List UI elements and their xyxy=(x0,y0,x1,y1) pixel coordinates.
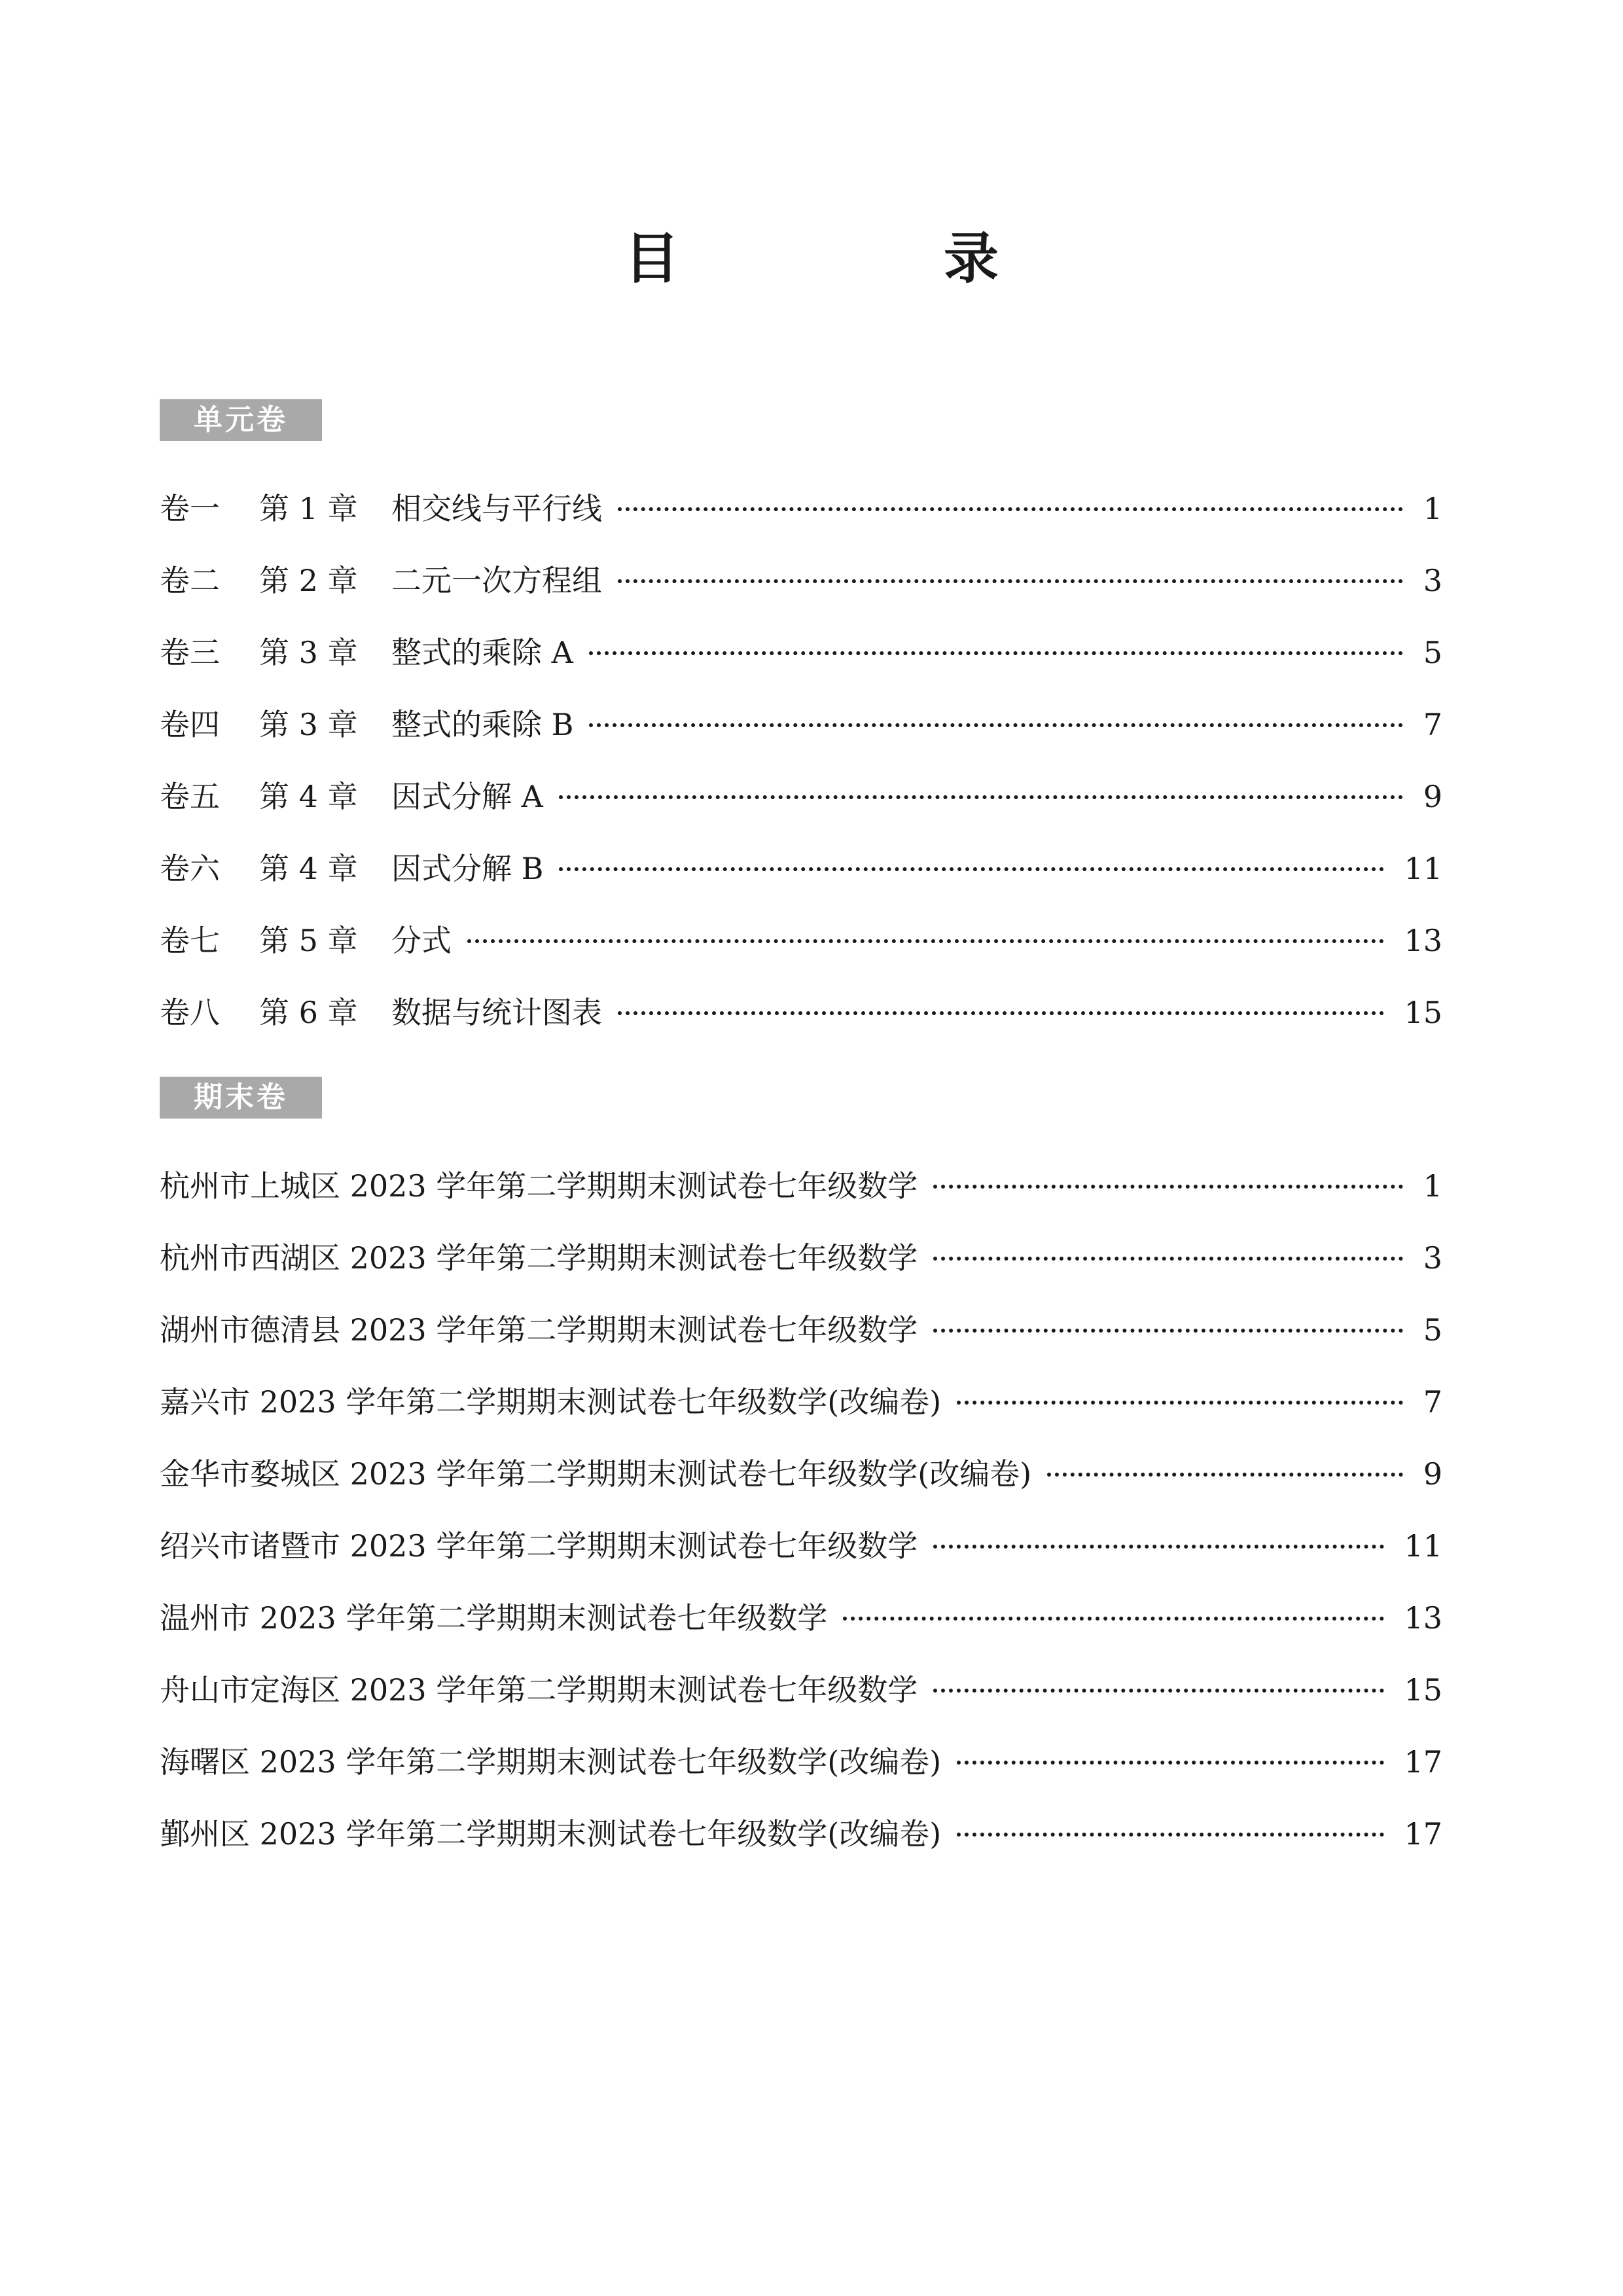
dot-leader xyxy=(933,1185,1403,1189)
page-number: 17 xyxy=(1404,1816,1442,1852)
volume-label: 卷二 xyxy=(160,563,220,598)
toc-entry[interactable] xyxy=(160,1654,1442,1726)
chapter-label: 第 2 章 xyxy=(259,563,358,598)
volume-label: 卷七 xyxy=(160,923,220,958)
entry-title: 嘉兴市 2023 学年第二学期期末测试卷七年级数学(改编卷) xyxy=(160,1384,942,1420)
page-number: 1 xyxy=(1423,491,1442,526)
entry-title: 整式的乘除 B xyxy=(391,707,574,742)
page-title: 目 录 xyxy=(624,226,1103,291)
toc-entry[interactable] xyxy=(160,761,1442,833)
entry-title: 相交线与平行线 xyxy=(391,491,602,526)
entry-title: 整式的乘除 A xyxy=(391,635,573,670)
toc-entry[interactable] xyxy=(160,1510,1442,1582)
final-toc-list xyxy=(160,1150,1442,1870)
toc-entry[interactable] xyxy=(160,1366,1442,1438)
chapter-label: 第 3 章 xyxy=(259,707,358,742)
toc-entry[interactable] xyxy=(160,1222,1442,1294)
dot-leader xyxy=(933,1689,1384,1693)
page-number: 3 xyxy=(1423,563,1442,598)
entry-title: 杭州市西湖区 2023 学年第二学期期末测试卷七年级数学 xyxy=(160,1240,918,1276)
toc-entry[interactable] xyxy=(160,1582,1442,1654)
toc-entry[interactable] xyxy=(160,1798,1442,1870)
volume-label: 卷五 xyxy=(160,779,220,814)
dot-leader xyxy=(618,579,1403,583)
page-number: 11 xyxy=(1404,1528,1442,1564)
dot-leader xyxy=(957,1401,1403,1405)
chapter-label: 第 3 章 xyxy=(259,635,358,670)
dot-leader xyxy=(559,795,1403,799)
chapter-label: 第 4 章 xyxy=(259,851,358,886)
entry-title: 因式分解 A xyxy=(391,779,543,814)
page-number: 13 xyxy=(1404,923,1442,958)
entry-title: 因式分解 B xyxy=(391,851,544,886)
unit-toc-list xyxy=(160,473,1442,1049)
section-header-unit: 单元卷 xyxy=(160,399,322,441)
volume-label: 卷三 xyxy=(160,635,220,670)
dot-leader xyxy=(933,1545,1384,1549)
entry-title: 杭州市上城区 2023 学年第二学期期末测试卷七年级数学 xyxy=(160,1168,918,1204)
volume-label: 卷八 xyxy=(160,995,220,1030)
dot-leader xyxy=(933,1257,1403,1261)
toc-entry[interactable] xyxy=(160,1726,1442,1798)
dot-leader xyxy=(467,939,1384,943)
volume-label: 卷四 xyxy=(160,707,220,742)
toc-entry[interactable] xyxy=(160,473,1442,545)
toc-entry[interactable] xyxy=(160,833,1442,905)
page-number: 5 xyxy=(1423,635,1442,670)
dot-leader xyxy=(618,1011,1384,1015)
dot-leader xyxy=(559,867,1384,871)
page-number: 3 xyxy=(1423,1240,1442,1276)
entry-title: 鄞州区 2023 学年第二学期期末测试卷七年级数学(改编卷) xyxy=(160,1816,942,1852)
entry-title: 舟山市定海区 2023 学年第二学期期末测试卷七年级数学 xyxy=(160,1672,918,1708)
entry-title: 海曙区 2023 学年第二学期期末测试卷七年级数学(改编卷) xyxy=(160,1744,942,1780)
page-number: 5 xyxy=(1423,1312,1442,1348)
dot-leader xyxy=(957,1761,1384,1765)
chapter-label: 第 4 章 xyxy=(259,779,358,814)
chapter-label: 第 1 章 xyxy=(259,491,358,526)
page-number: 1 xyxy=(1423,1168,1442,1204)
toc-entry[interactable] xyxy=(160,1294,1442,1366)
page-number: 15 xyxy=(1404,1672,1442,1708)
page-number: 11 xyxy=(1404,851,1442,886)
page-number: 7 xyxy=(1423,1384,1442,1420)
dot-leader xyxy=(589,651,1403,655)
page-number: 13 xyxy=(1404,1600,1442,1636)
entry-title: 湖州市德清县 2023 学年第二学期期末测试卷七年级数学 xyxy=(160,1312,918,1348)
dot-leader xyxy=(933,1329,1403,1333)
toc-entry[interactable] xyxy=(160,689,1442,761)
entry-title: 温州市 2023 学年第二学期期末测试卷七年级数学 xyxy=(160,1600,828,1636)
page-number: 17 xyxy=(1404,1744,1442,1780)
page-number: 15 xyxy=(1404,995,1442,1030)
toc-entry[interactable] xyxy=(160,1438,1442,1510)
page-number: 9 xyxy=(1423,779,1442,814)
section-header-final: 期末卷 xyxy=(160,1077,322,1119)
chapter-label: 第 6 章 xyxy=(259,995,358,1030)
page-number: 7 xyxy=(1423,707,1442,742)
entry-title: 金华市婺城区 2023 学年第二学期期末测试卷七年级数学(改编卷) xyxy=(160,1456,1032,1492)
toc-entry[interactable] xyxy=(160,545,1442,617)
toc-entry[interactable] xyxy=(160,977,1442,1049)
toc-entry[interactable] xyxy=(160,1150,1442,1222)
toc-entry[interactable] xyxy=(160,905,1442,977)
dot-leader xyxy=(618,507,1403,511)
dot-leader xyxy=(843,1617,1384,1621)
entry-title: 绍兴市诸暨市 2023 学年第二学期期末测试卷七年级数学 xyxy=(160,1528,918,1564)
dot-leader xyxy=(1047,1473,1403,1477)
volume-label: 卷一 xyxy=(160,491,220,526)
chapter-label: 第 5 章 xyxy=(259,923,358,958)
volume-label: 卷六 xyxy=(160,851,220,886)
toc-entry[interactable] xyxy=(160,617,1442,689)
entry-title: 分式 xyxy=(391,923,452,958)
entry-title: 数据与统计图表 xyxy=(391,995,602,1030)
dot-leader xyxy=(957,1833,1384,1837)
page-number: 9 xyxy=(1423,1456,1442,1492)
entry-title: 二元一次方程组 xyxy=(391,563,602,598)
dot-leader xyxy=(589,723,1403,727)
